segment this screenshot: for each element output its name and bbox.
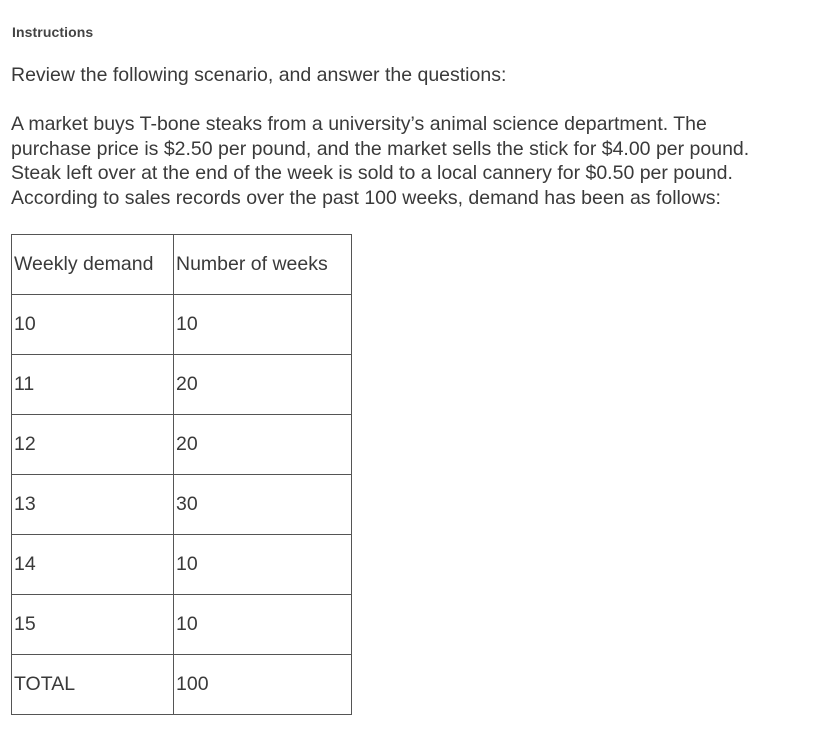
cell-weekly-demand: 11 xyxy=(12,355,174,415)
scenario-line: Steak left over at the end of the week is sold to a local cannery for $0.50 per pound. xyxy=(11,162,733,184)
table-row xyxy=(12,595,352,655)
table-header-row xyxy=(12,235,352,295)
cell-weekly-demand: 13 xyxy=(12,475,174,535)
cell-weekly-demand: 10 xyxy=(12,295,174,355)
scenario-line: According to sales records over the past 100 weeks, demand has been as follows: xyxy=(11,186,721,209)
cell-total-value: 100 xyxy=(174,655,352,715)
demand-table xyxy=(11,234,352,715)
cell-number-of-weeks: 20 xyxy=(174,415,352,475)
table-total-row xyxy=(12,655,352,715)
cell-weekly-demand: 15 xyxy=(12,595,174,655)
scenario-line: A market buys T-bone steaks from a university’s animal science department. The xyxy=(11,113,707,135)
scenario-paragraph xyxy=(11,112,813,210)
table-row xyxy=(12,535,352,595)
cell-weekly-demand: 14 xyxy=(12,535,174,595)
instructions-heading: Instructions xyxy=(12,24,94,40)
cell-total-label: TOTAL xyxy=(12,655,174,715)
cell-number-of-weeks: 10 xyxy=(174,295,352,355)
intro-text: Review the following scenario, and answer the questions: xyxy=(11,64,507,86)
cell-number-of-weeks: 30 xyxy=(174,475,352,535)
header-number-of-weeks: Number of weeks xyxy=(174,235,352,295)
scenario-line: purchase price is $2.50 per pound, and the market sells the stick for $4.00 per pound. xyxy=(11,137,750,160)
table-row xyxy=(12,475,352,535)
table-row xyxy=(12,415,352,475)
table-row xyxy=(12,295,352,355)
cell-weekly-demand: 12 xyxy=(12,415,174,475)
cell-number-of-weeks: 20 xyxy=(174,355,352,415)
table-row xyxy=(12,355,352,415)
cell-number-of-weeks: 10 xyxy=(174,595,352,655)
cell-number-of-weeks: 10 xyxy=(174,535,352,595)
header-weekly-demand: Weekly demand xyxy=(12,235,174,295)
